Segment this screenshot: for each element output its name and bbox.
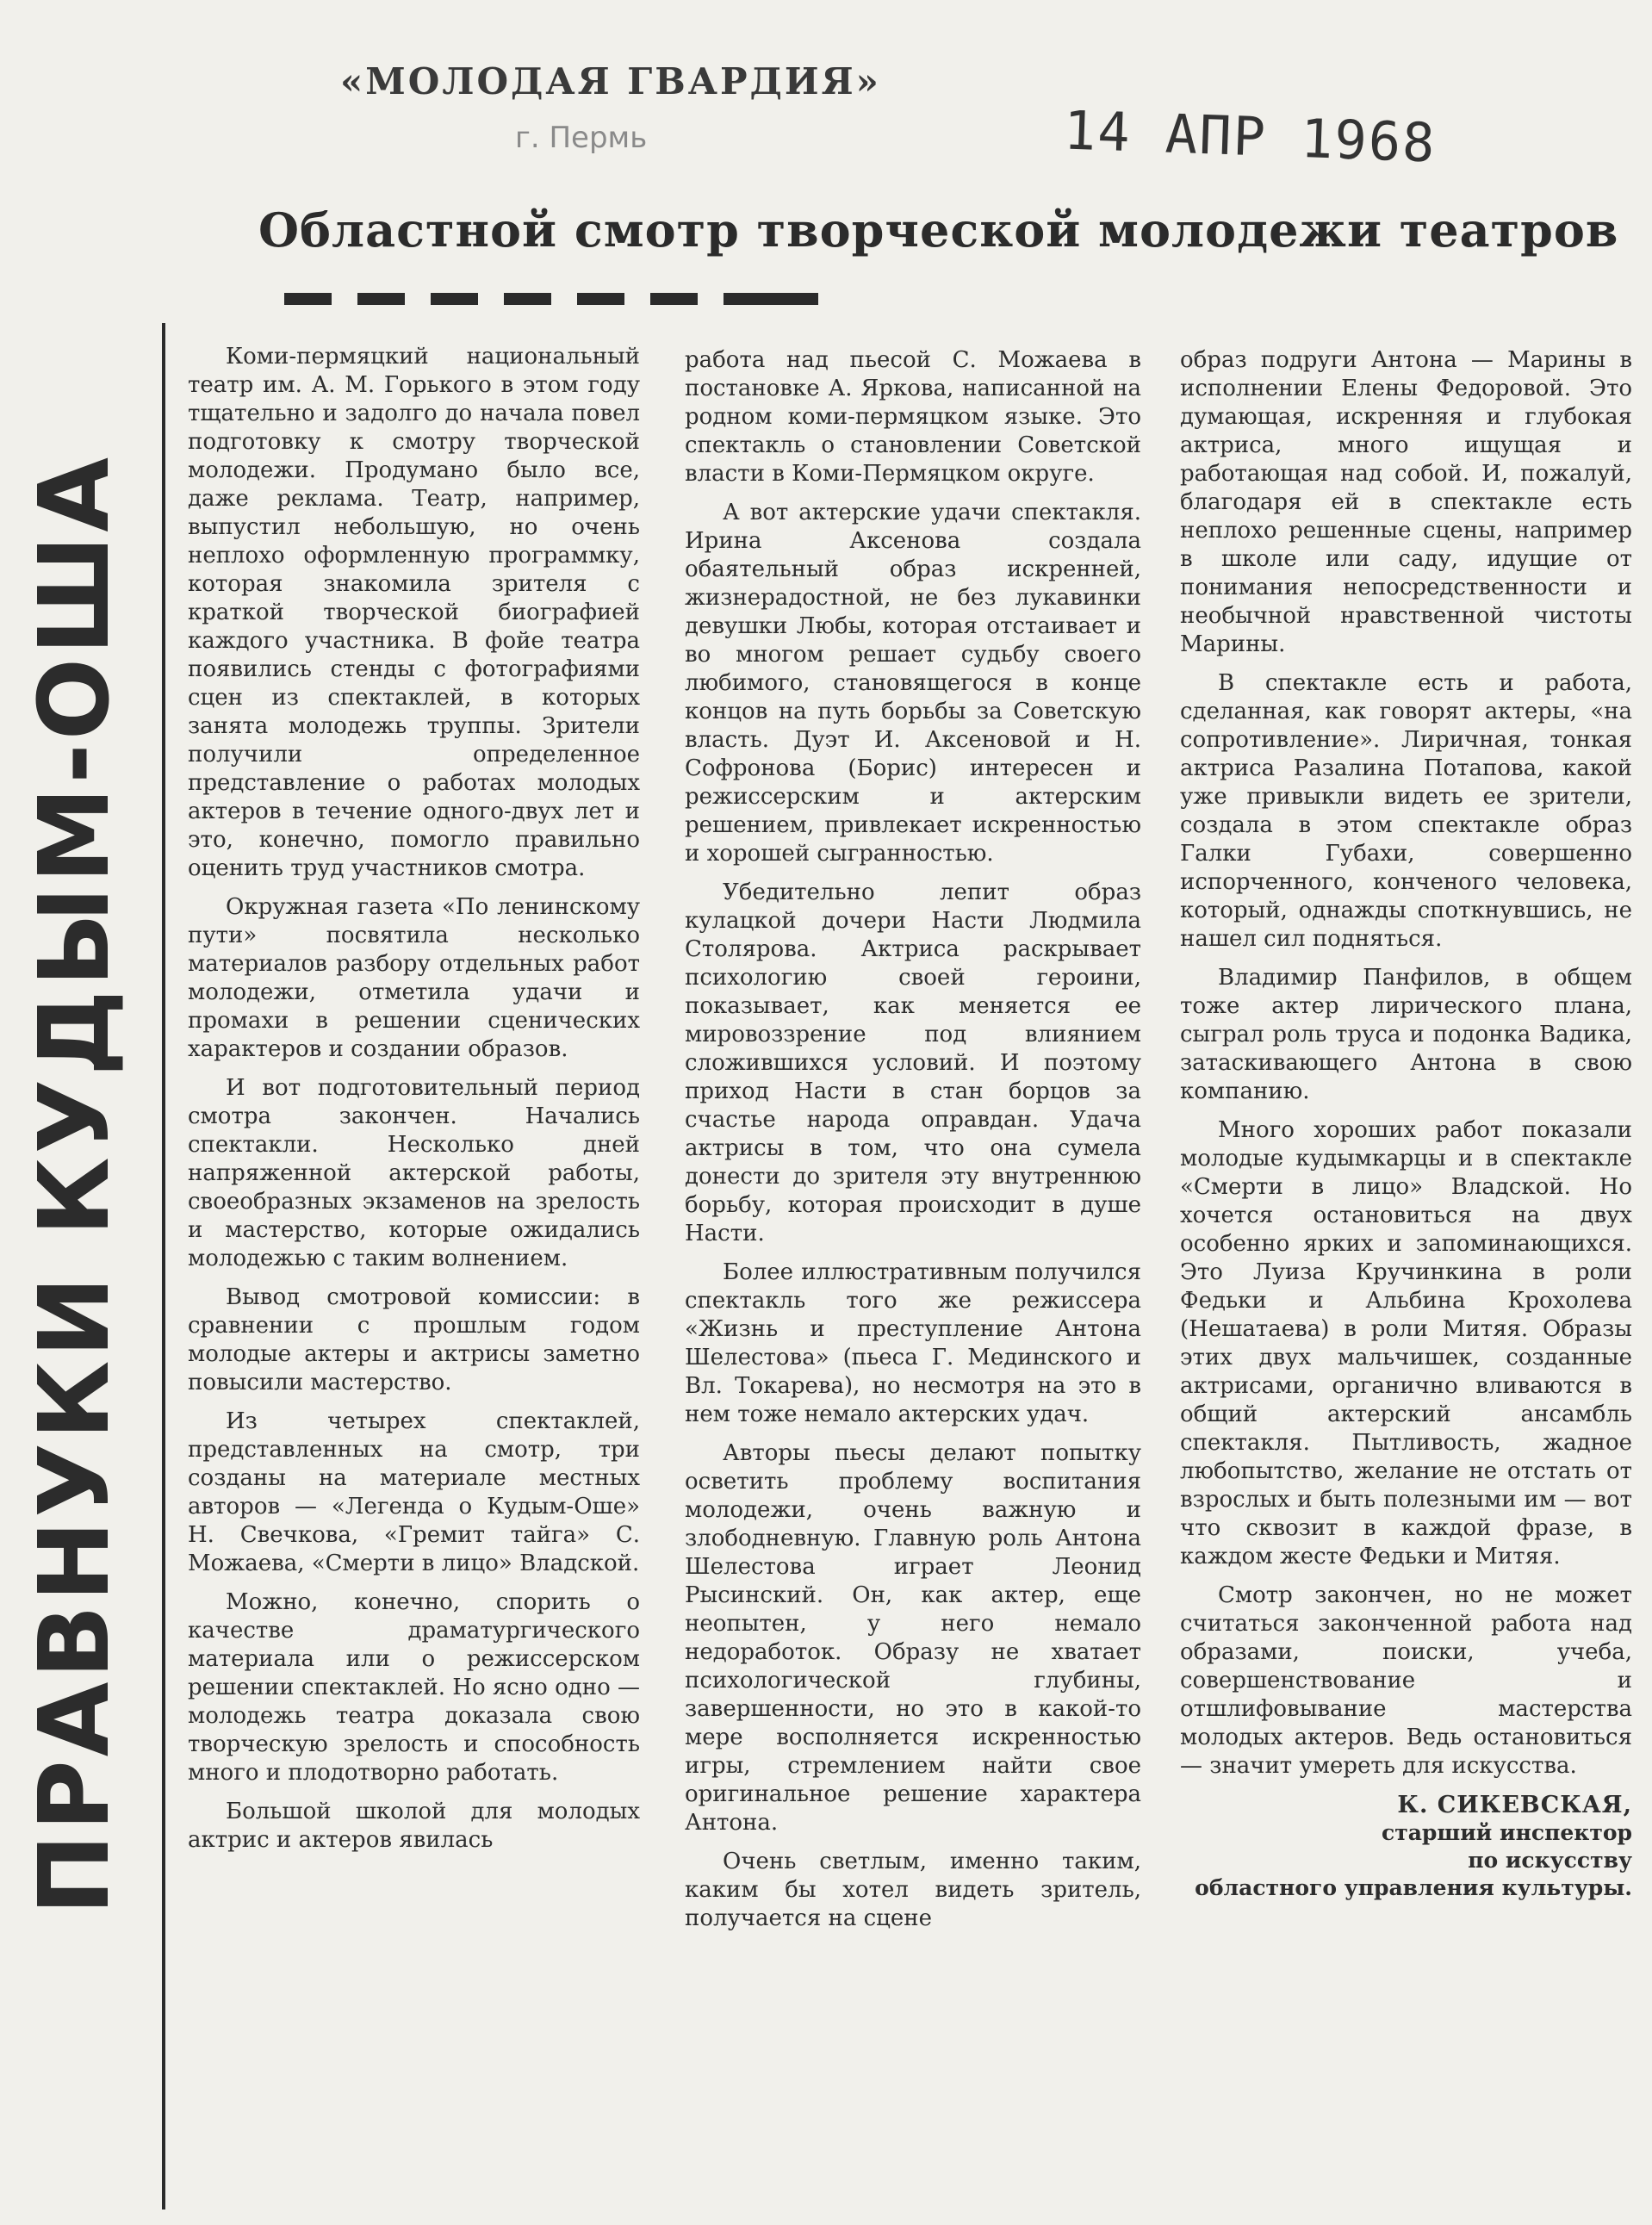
paragraph: Убедительно лепит образ кулацкой дочери Насти Людмила Столярова. Актриса раскрывает психологию своей героини, показывает, как меняется ее мировоззрение под влиянием сложившихся условий. И поэтому приход Насти в стан борцов за счастье народа оправдан. Удача актрисы в том, что она сумела донести до зрителя эту внутреннюю борьбу, которая происходит в душе Насти. — [685, 879, 1141, 1246]
author-title-line: старший инспектор — [1381, 1820, 1632, 1845]
paragraph: И вот подготовительный период смотра закончен. Начались спектакли. Несколько дней напряженной актерской работы, своеобразных экзаменов на зрелость и мастерство, которые ожидались молодежью с таким волнением. — [188, 1075, 640, 1271]
paragraph: Можно, конечно, спорить о качестве драматургического материала или о режиссерском решении спектаклей. Но ясно одно — молодежь театра доказала свою творческую зрелость и способность много и плодотворно работать. — [188, 1589, 640, 1786]
paragraph: Более иллюстративным получился спектакль того же режиссера «Жизнь и преступление Антона Шелестова» (пьеса Г. Мединского и Вл. Токарева), но несмотря на это в нем тоже немало актерских удач. — [685, 1259, 1141, 1427]
author-signature — [1180, 1791, 1632, 1902]
author-name: К. СИКЕВСКАЯ, — [1397, 1792, 1632, 1818]
paragraph: работа над пьесой С. Можаева в постановке А. Яркова, написанной на родном коми-пермяцком языке. Это спектакль о становлении Советской власти в Коми-Пермяцком округе. — [685, 347, 1141, 487]
paragraph: Много хороших работ показали молодые кудымкарцы и в спектакле «Смерти в лицо» Владской. Но хочется остановиться на двух особенно ярких и запоминающихся. Это Луиза Кручинкина в роли Федьки и Альбина Крохолева (Нешатаева) в роли Митяя. Образы этих двух мальчишек, созданные актрисами, органично вливаются в общий актерский ансамбль спектакля. Пытливость, жадное любопытство, желание не отстать от взрослых и быть полезными им — вот что сквозит в каждой фразе, в каждом жесте Федьки и Митяя. — [1180, 1117, 1632, 1569]
newspaper-name-stamp: «МОЛОДАЯ ГВАРДИЯ» — [340, 60, 881, 103]
paragraph: Коми-пермяцкий национальный театр им. А. М. Горького в этом году тщательно и задолго до начала повел подготовку к смотру творческой молодежи. Продумано было все, даже реклама. Театр, например, выпустил небольшую, но очень неплохо оформленную программку, которая знакомила зрителя с краткой творческой биографией каждого участника. В фойе театра появились стенды с фотографиями сцен из спектаклей, в которых занята молодежь труппы. Зрители получили определенное представление о работах молодых актеров в течение одного-двух лет и это, конечно, помогло правильно оценить труд участников смотра. — [188, 344, 640, 881]
paragraph: Большой школой для молодых актрис и актеров явилась — [188, 1799, 640, 1853]
paragraph: Очень светлым, именно таким, каким бы хотел видеть зритель, получается на сцене — [685, 1849, 1141, 1931]
paragraph: А вот актерские удачи спектакля. Ирина Аксенова создала обаятельный образ искренней, жизнерадостной, не без лукавинки девушки Любы, которая отстаивает и во многом решает судьбу своего любимого, становящегося в конце концов на путь борьбы за Советскую власть. Дуэт И. Аксеновой и Н. Софронова (Борис) интересен и режиссерским и актерским решением, привлекает искренностью и хорошей сыгранностью. — [685, 500, 1141, 867]
paragraph: Смотр закончен, но не может считаться законченной работа над образами, поиски, учеба, совершенствование и отшлифовывание мастерства молодых актеров. Ведь остановиться — значит умереть для искусства. — [1180, 1582, 1632, 1779]
paragraph: Из четырех спектаклей, представленных на смотр, три созданы на материале местных авторов — «Легенда о Кудым-Оше» Н. Свечкова, «Гремит тайга» С. Можаева, «Смерти в лицо» Владской. — [188, 1408, 640, 1576]
article-column-2 — [685, 346, 1141, 1943]
headline-dash-rule — [284, 293, 818, 307]
vertical-title: ПРАВНУКИ КУДЫМ-ОША — [19, 453, 131, 1916]
article-column-3 — [1180, 346, 1632, 1902]
paragraph: Владимир Панфилов, в общем тоже актер лирического плана, сыграл роль труса и подонка Вадика, затаскивающего Антона в свою компанию. — [1180, 965, 1632, 1104]
article-headline: Областной смотр творческой молодежи театров — [258, 202, 1619, 258]
paragraph: Вывод смотровой комиссии: в сравнении с прошлым годом молодые актеры и актрисы заметно повысили мастерство. — [188, 1284, 640, 1395]
author-title-line: по искусству — [1468, 1848, 1632, 1873]
date-stamp: 14 АПР 1968 — [1062, 98, 1438, 175]
paragraph: Окружная газета «По ленинскому пути» посвятила несколько материалов разбору отдельных работ молодежи, отметила удачи и промахи в решении сценических характеров и создании образов. — [188, 894, 640, 1062]
author-title-line: областного управления культуры. — [1195, 1875, 1632, 1900]
paragraph: образ подруги Антона — Марины в исполнении Елены Федоровой. Это думающая, искренняя и глубокая актриса, много ищущая и работающая над собой. И, пожалуй, благодаря ей в спектакле есть неплохо решенные сцены, например в школе или саду, идущие от понимания непосредственности и необычной нравственной чистоты Марины. — [1180, 347, 1632, 657]
city-stamp: г. Пермь — [515, 121, 648, 155]
article-column-1 — [188, 343, 640, 1865]
paragraph: Авторы пьесы делают попытку осветить проблему воспитания молодежи, очень важную и злободневную. Главную роль Антона Шелестова играет Леонид Рысинский. Он, как актер, еще неопытен, у него немало недоработок. Образу не хватает психологической глубины, завершенности, но это в какой-то мере восполняется искренностью игры, стремлением найти свое оригинальное решение характера Антона. — [685, 1440, 1141, 1836]
column-divider-rule — [162, 323, 165, 2209]
paragraph: В спектакле есть и работа, сделанная, как говорят актеры, «на сопротивление». Лиричная, тонкая актриса Разалина Потапова, какой уже привыкли видеть ее зрители, создала в этом спектакле образ Галки Губахи, совершенно испорченного, конченого человека, который, однажды споткнувшись, не нашел сил подняться. — [1180, 670, 1632, 952]
